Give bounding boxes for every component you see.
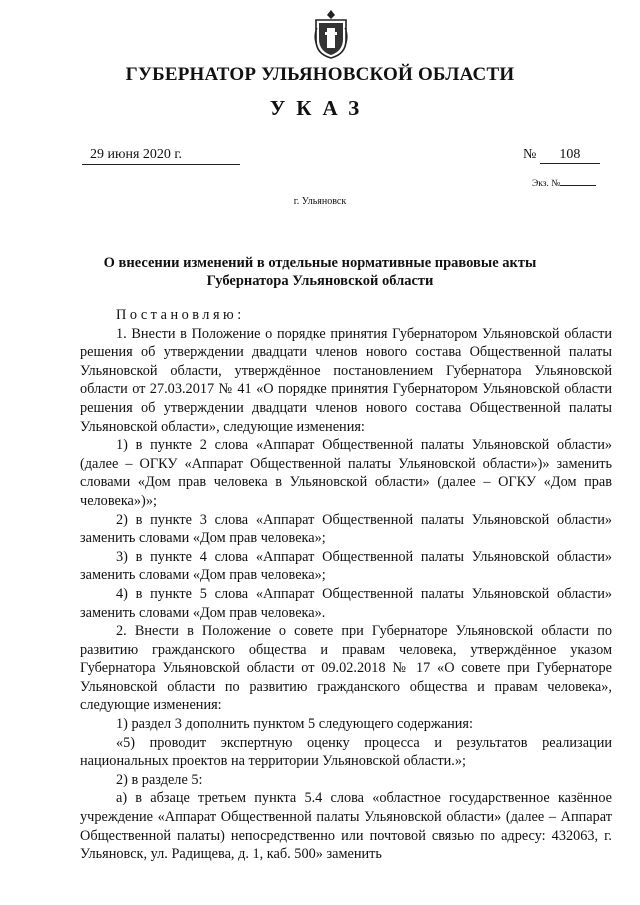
copy-label: Экз. №: [532, 179, 561, 189]
paragraph-resolution: Постановляю:: [116, 307, 245, 323]
paragraph: 2) в пункте 3 слова «Аппарат Общественной палаты Ульяновской области» заменить словами «Дом прав человека»;: [80, 511, 612, 547]
document-number-block: [523, 147, 600, 164]
document-number: 108: [540, 147, 600, 164]
copy-number-block: [532, 179, 596, 189]
paragraph: 2) в разделе 5:: [116, 771, 203, 788]
issuer-title: ГУБЕРНАТОР УЛЬЯНОВСКОЙ ОБЛАСТИ: [125, 64, 515, 85]
paragraph: «5) проводит экспертную оценку процесса и результатов реализации национальных проектов на территории Ульяновской области.»;: [80, 734, 612, 770]
number-sign: №: [523, 147, 537, 162]
document-date: 29 июня 2020 г.: [82, 147, 240, 165]
paragraph: 1) раздел 3 дополнить пунктом 5 следующего содержания:: [116, 716, 473, 733]
document-type: УКАЗ: [269, 96, 371, 120]
document-title-line: Губернатора Ульяновской области: [206, 273, 434, 289]
paragraph: 1) в пункте 2 слова «Аппарат Общественной палаты Ульяновской области» (далее – ОГКУ «Аппарат Общественной палаты Ульяновской области»)» заменить словами «Дом прав человека в Ульяновской области» (далее – ОГКУ «Дом прав человека»)»;: [80, 437, 612, 509]
document-title-line: О внесении изменений в отдельные нормативные правовые акты: [103, 255, 537, 271]
document-title: [60, 254, 580, 290]
paragraph: 1. Внести в Положение о порядке принятия Губернатором Ульяновской области решения об утверждении двадцати членов нового состава Общественной палаты Ульяновской области, утверждённое постановлением Губернатора Ульяновской области от 27.03.2017 № 41 «О порядке принятия Губернатором Ульяновской области решения об утверждении двадцати членов нового состава Общественной палаты Ульяновской области», следующие изменения:: [80, 325, 612, 435]
coat-of-arms-icon: [313, 8, 349, 60]
paragraph: а) в абзаце третьем пункта 5.4 слова «областное государственное казённое учреждение «Аппарат Общественной палаты Ульяновской области» (далее – Аппарат Общественной палаты) непосредственно или почтовой связью по адресу: 432063, г. Ульяновск, ул. Радищева, д. 1, каб. 500» заменить: [80, 790, 612, 863]
paragraph: 3) в пункте 4 слова «Аппарат Общественной палаты Ульяновской области» заменить словами «Дом прав человека»;: [80, 548, 612, 584]
city: г. Ульяновск: [293, 196, 347, 207]
paragraph: 4) в пункте 5 слова «Аппарат Общественной палаты Ульяновской области» заменить словами «Дом прав человека».: [80, 585, 612, 621]
paragraph: 2. Внести в Положение о совете при Губернаторе Ульяновской области по развитию гражданского общества и правам человека, утверждённое указом Губернатора Ульяновской области от 09.02.2018 № 17 «О совете при Губернаторе Ульяновской области по развитию гражданского общества и правам человека», следующие изменения:: [80, 623, 612, 714]
copy-number-line: [560, 185, 596, 186]
document-body: [80, 306, 612, 864]
